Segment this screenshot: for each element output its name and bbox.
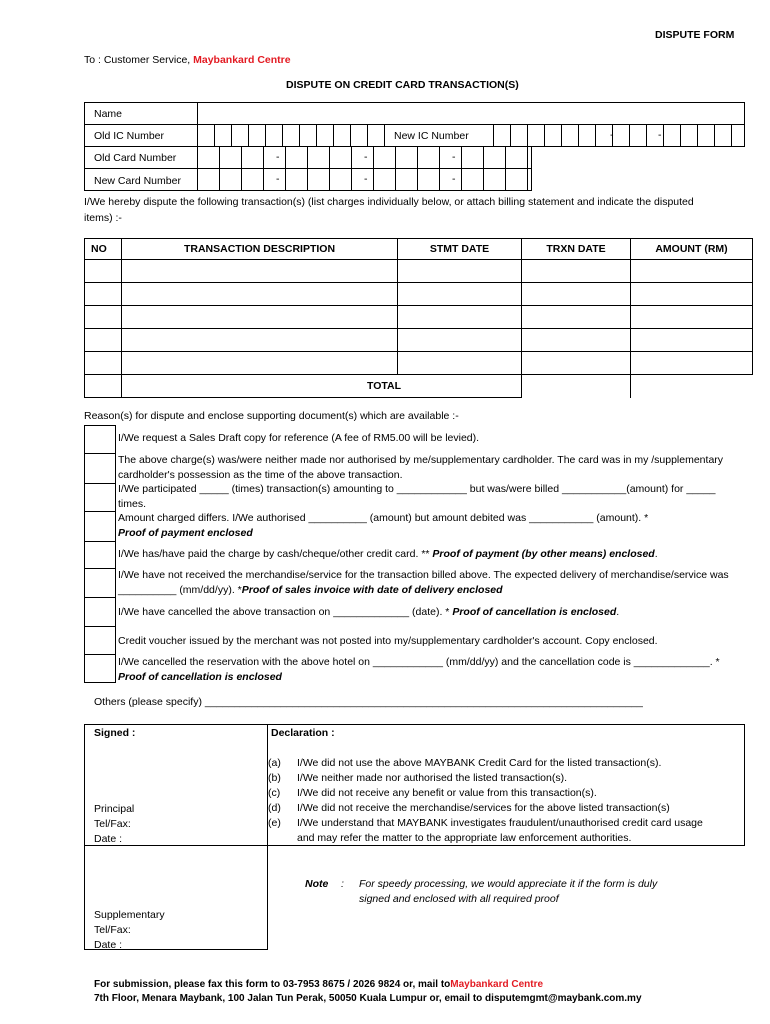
reason-2: The above charge(s) was/were neither made nor authorised by me/supplementary cardholder. The card was in my /supplementary cardholder's possession as the time of the above transaction. xyxy=(118,454,724,481)
reason-6 xyxy=(118,568,738,598)
personal-details-grid xyxy=(84,102,745,192)
recipient-prefix: To : Customer Service, xyxy=(84,54,191,66)
reason-5-text: I/We has/have paid the charge by cash/cheque/other credit card. ** xyxy=(118,548,430,560)
reason-7: I/We have cancelled the above transaction on _____________ (date). * Proof of cancellation is enclosed. xyxy=(118,606,620,618)
reason-checkbox-9[interactable] xyxy=(84,654,116,683)
footer-brand: Maybankard Centre xyxy=(450,979,544,990)
reason-checkbox-4[interactable] xyxy=(84,511,116,541)
new-card-dash-2: - xyxy=(364,173,368,185)
table-row[interactable] xyxy=(85,260,753,283)
new-card-label: New Card Number xyxy=(94,175,181,187)
reason-4-proof: Proof of payment enclosed xyxy=(118,527,253,539)
principal-label: Principal xyxy=(94,803,135,815)
signed-label: Signed : xyxy=(94,727,136,739)
note-colon: : xyxy=(341,878,344,890)
reason-7-text: I/We have cancelled the above transaction on _____________ (date). * xyxy=(118,606,450,618)
name-label: Name xyxy=(94,108,123,120)
reason-9-proof: Proof of cancellation is enclosed xyxy=(118,671,282,683)
new-card-dash-1: - xyxy=(276,173,280,185)
reason-checkbox-5[interactable] xyxy=(84,541,116,568)
declaration-e: (e) I/We understand that MAYBANK investigates fraudulent/unauthorised credit card usage and may refer the matter to the appropriate law enforcement authorities. xyxy=(268,817,703,844)
table-row[interactable] xyxy=(85,352,753,375)
new-ic-label: New IC Number xyxy=(394,130,469,142)
note-text: For speedy processing, we would appreciate it if the form is duly signed and enclosed with all required proof xyxy=(359,878,658,905)
others-field[interactable]: Others (please specify) ___________________________________________________________________________ xyxy=(94,696,643,708)
reason-4 xyxy=(118,511,738,541)
form-heading: DISPUTE ON CREDIT CARD TRANSACTION(S) xyxy=(286,79,519,91)
reason-9-text: I/We cancelled the reservation with the above hotel on ____________ (mm/dd/yy) and the cancellation code is _____________. * xyxy=(118,656,720,668)
supplementary-label: Supplementary xyxy=(94,909,165,921)
old-ic-cells[interactable] xyxy=(197,125,385,146)
footer-line-2: 7th Floor, Menara Maybank, 100 Jalan Tun Perak, 50050 Kuala Lumpur or, email to disputemgmt@maybank.com.my xyxy=(94,993,642,1004)
form-title: DISPUTE FORM xyxy=(655,29,735,41)
name-field[interactable] xyxy=(198,103,743,124)
reason-checkbox-8[interactable] xyxy=(84,626,116,654)
principal-block xyxy=(94,802,134,847)
declaration-d: (d) I/We did not receive the merchandise/services for the above listed transaction(s) xyxy=(268,802,670,814)
reason-checkbox-2[interactable] xyxy=(84,453,116,483)
intro-text: I/We hereby dispute the following transaction(s) (list charges individually below, or attach billing statement and indicate the disputed items) :- xyxy=(84,196,694,224)
declaration-a: (a) I/We did not use the above MAYBANK Credit Card for the listed transaction(s). xyxy=(268,757,662,769)
new-ic-dash-1: - xyxy=(610,129,614,141)
reason-8: Credit voucher issued by the merchant was not posted into my/supplementary cardholder's account. Copy enclosed. xyxy=(118,635,658,647)
reason-6-proof: Proof of sales invoice with date of delivery enclosed xyxy=(241,584,503,596)
total-row xyxy=(85,375,753,398)
supplementary-telfax[interactable]: Tel/Fax: xyxy=(94,924,131,936)
col-trxn-date: TRXN DATE xyxy=(522,239,631,260)
old-card-dash-3: - xyxy=(452,151,456,163)
reason-5-proof: Proof of payment (by other means) enclosed xyxy=(432,548,655,560)
reason-3: I/We participated _____ (times) transaction(s) amounting to ____________ but was/were billed ___________(amount) for _____ times. xyxy=(118,483,716,510)
table-row[interactable] xyxy=(85,283,753,306)
old-card-cells[interactable] xyxy=(197,147,528,168)
total-label: TOTAL xyxy=(122,375,522,398)
reason-4-text: Amount charged differs. I/We authorised __________ (amount) but amount debited was ___________ (amount). * xyxy=(118,512,649,524)
reason-checkbox-1[interactable] xyxy=(84,425,116,453)
declaration-b: (b) I/We neither made nor authorised the listed transaction(s). xyxy=(268,772,568,784)
new-card-cells[interactable] xyxy=(197,169,528,190)
note xyxy=(305,877,659,907)
reason-6-text: I/We have not received the merchandise/service for the transaction billed above. The expected delivery of merchandise/service was __________ (mm/dd/yy). * xyxy=(118,569,729,596)
col-description: TRANSACTION DESCRIPTION xyxy=(122,239,398,260)
declaration-label: Declaration : xyxy=(271,727,335,739)
col-stmt-date: STMT DATE xyxy=(398,239,522,260)
reason-7-proof: Proof of cancellation is enclosed xyxy=(452,606,617,618)
reason-5: I/We has/have paid the charge by cash/cheque/other credit card. ** Proof of payment (by other means) enclosed. xyxy=(118,548,658,560)
footer-line-1: For submission, please fax this form to 03-7953 8675 / 2026 9824 or, mail toMaybankard Centre xyxy=(94,979,544,990)
table-row[interactable] xyxy=(85,306,753,329)
brand-name: Maybankard Centre xyxy=(193,54,291,66)
reason-checkbox-7[interactable] xyxy=(84,597,116,626)
col-amount: AMOUNT (RM) xyxy=(631,239,753,260)
note-label: Note xyxy=(305,878,329,890)
old-ic-label: Old IC Number xyxy=(94,130,165,142)
reason-checkbox-3[interactable] xyxy=(84,483,116,511)
declaration-c: (c) I/We did not receive any benefit or value from this transaction(s). xyxy=(268,787,597,799)
table-row[interactable] xyxy=(85,329,753,352)
reason-checkbox-6[interactable] xyxy=(84,568,116,597)
old-card-label: Old Card Number xyxy=(94,152,177,164)
reason-9 xyxy=(118,655,738,685)
principal-date[interactable]: Date : xyxy=(94,833,123,845)
table-header xyxy=(85,239,753,260)
recipient-line xyxy=(84,54,291,66)
new-ic-dash-2: - xyxy=(658,129,662,141)
reason-1: I/We request a Sales Draft copy for reference (A fee of RM5.00 will be levied). xyxy=(118,432,480,444)
col-no: NO xyxy=(85,239,122,260)
supplementary-block xyxy=(94,908,165,953)
old-card-dash-2: - xyxy=(364,151,368,163)
old-card-dash-1: - xyxy=(276,151,280,163)
new-card-dash-3: - xyxy=(452,173,456,185)
reasons-heading: Reason(s) for dispute and enclose supporting document(s) which are available :- xyxy=(84,410,459,422)
principal-telfax[interactable]: Tel/Fax: xyxy=(94,818,131,830)
transaction-table xyxy=(84,238,753,398)
supplementary-date[interactable]: Date : xyxy=(94,939,123,951)
